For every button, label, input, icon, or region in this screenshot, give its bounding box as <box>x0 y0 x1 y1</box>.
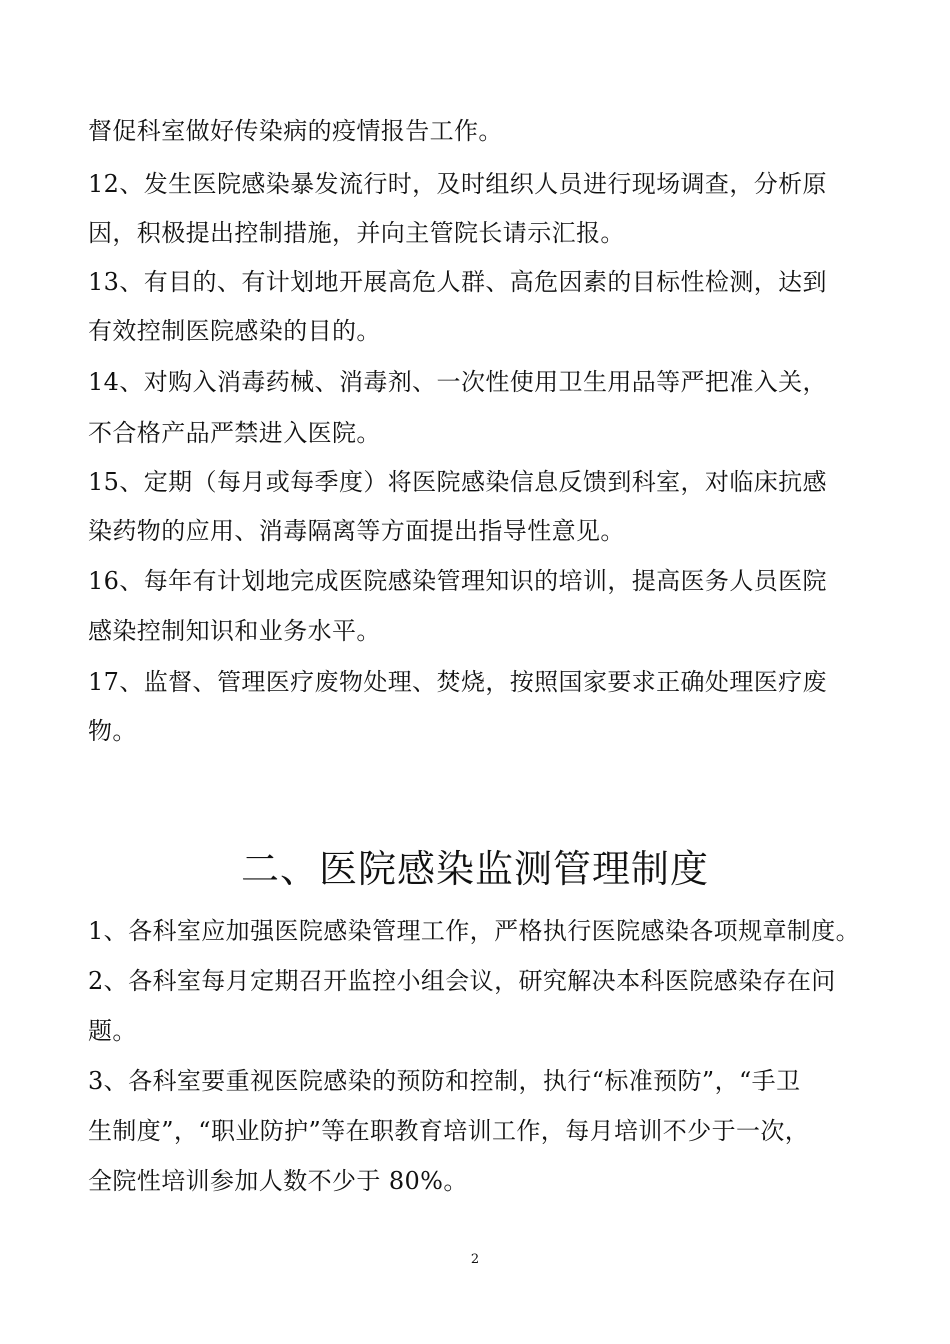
paragraph-line: 全院性培训参加人数不少于 80%。 <box>88 1167 468 1195</box>
paragraph-line: 13、有目的、有计划地开展高危人群、高危因素的目标性检测，达到 <box>88 268 827 296</box>
paragraph-line: 3、各科室要重视医院感染的预防和控制，执行“标准预防”，“手卫 <box>88 1067 801 1095</box>
paragraph-line: 16、每年有计划地完成医院感染管理知识的培训，提高医务人员医院 <box>88 567 827 595</box>
paragraph-line: 17、监督、管理医疗废物处理、焚烧，按照国家要求正确处理医疗废 <box>88 668 827 696</box>
page-number: 2 <box>470 1252 480 1267</box>
paragraph-line: 染药物的应用、消毒隔离等方面提出指导性意见。 <box>88 517 625 545</box>
paragraph-line: 题。 <box>88 1017 137 1045</box>
paragraph-line: 15、定期（每月或每季度）将医院感染信息反馈到科室，对临床抗感 <box>88 468 827 496</box>
section-heading: 二、医院感染监测管理制度 <box>240 847 709 891</box>
paragraph-line: 感染控制知识和业务水平。 <box>88 617 381 645</box>
paragraph-line: 有效控制医院感染的目的。 <box>88 317 381 345</box>
paragraph-line: 不合格产品严禁进入医院。 <box>88 419 381 447</box>
paragraph-line: 14、对购入消毒药械、消毒剂、一次性使用卫生用品等严把准入关， <box>88 368 827 396</box>
paragraph-line: 生制度”，“职业防护”等在职教育培训工作，每月培训不少于一次， <box>88 1117 810 1145</box>
paragraph-line: 因，积极提出控制措施，并向主管院长请示汇报。 <box>88 219 625 247</box>
paragraph-line: 物。 <box>88 717 137 745</box>
paragraph-line: 2、各科室每月定期召开监控小组会议，研究解决本科医院感染存在问 <box>88 967 836 995</box>
paragraph-line: 12、发生医院感染暴发流行时，及时组织人员进行现场调查，分析原 <box>88 170 827 198</box>
paragraph-line: 督促科室做好传染病的疫情报告工作。 <box>88 117 503 145</box>
paragraph-line: 1、各科室应加强医院感染管理工作，严格执行医院感染各项规章制度。 <box>88 917 861 945</box>
